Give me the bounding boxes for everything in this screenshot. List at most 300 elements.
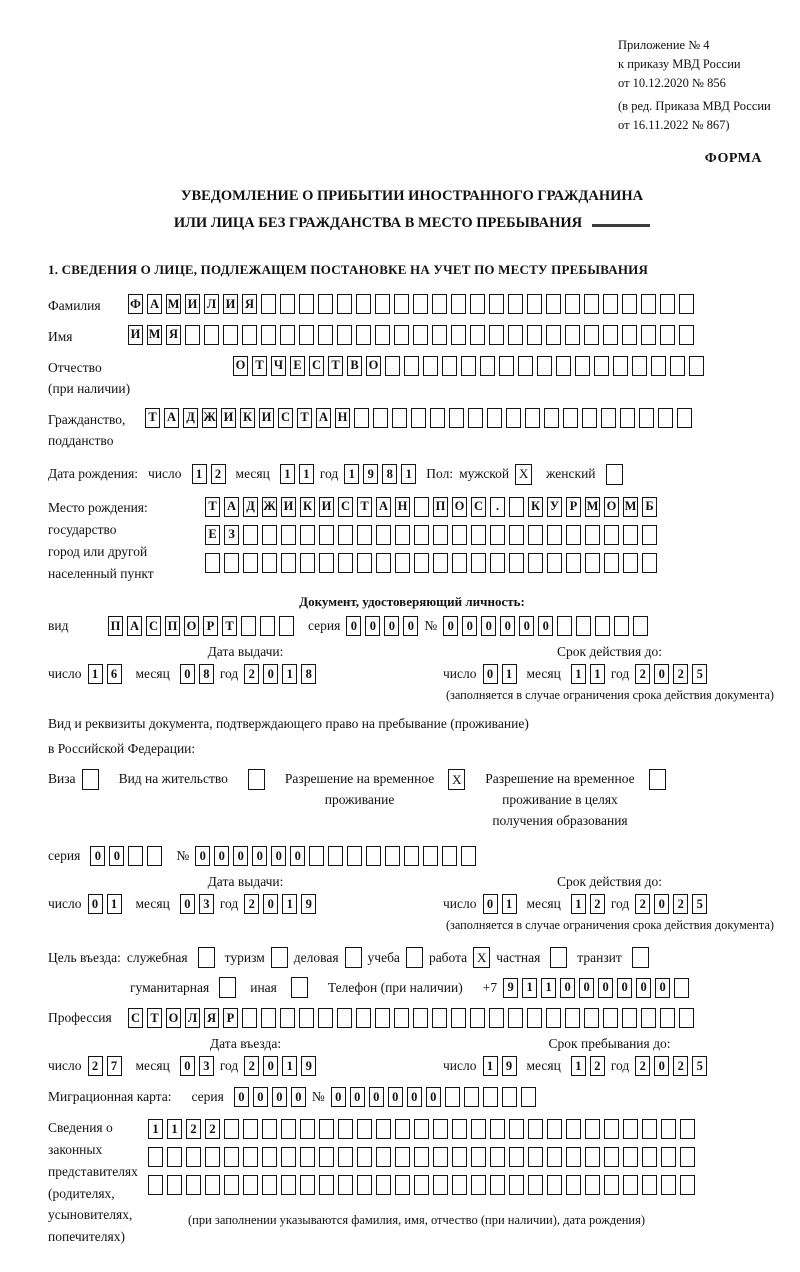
char-cell[interactable]: И [221, 408, 236, 428]
char-cell[interactable] [528, 1147, 543, 1167]
char-cell[interactable]: 0 [538, 616, 553, 636]
char-cell[interactable]: С [309, 356, 324, 376]
char-cell[interactable] [300, 1119, 315, 1139]
char-cell[interactable]: 6 [107, 664, 122, 684]
char-cell[interactable] [604, 525, 619, 545]
char-cell[interactable] [394, 294, 409, 314]
char-cell[interactable]: П [108, 616, 123, 636]
char-cell[interactable] [413, 1008, 428, 1028]
char-cell[interactable] [318, 1008, 333, 1028]
char-cell[interactable] [604, 553, 619, 573]
char-cell[interactable] [452, 1147, 467, 1167]
char-cell[interactable]: И [185, 294, 200, 314]
char-cell[interactable] [506, 408, 521, 428]
char-cell[interactable] [566, 525, 581, 545]
char-cell[interactable]: Т [147, 1008, 162, 1028]
char-cell[interactable] [423, 356, 438, 376]
char-cell[interactable] [243, 553, 258, 573]
temp-residence-checkbox[interactable]: X [448, 769, 465, 790]
doc-valid-month-input[interactable] [571, 664, 605, 684]
char-cell[interactable]: С [278, 408, 293, 428]
birthplace-row3-input[interactable] [205, 553, 657, 573]
char-cell[interactable]: А [147, 294, 162, 314]
char-cell[interactable]: 1 [571, 1056, 586, 1076]
char-cell[interactable] [525, 408, 540, 428]
char-cell[interactable]: О [184, 616, 199, 636]
char-cell[interactable] [546, 1008, 561, 1028]
char-cell[interactable] [603, 325, 618, 345]
char-cell[interactable] [414, 1119, 429, 1139]
char-cell[interactable] [613, 356, 628, 376]
char-cell[interactable] [375, 325, 390, 345]
char-cell[interactable] [677, 408, 692, 428]
char-cell[interactable]: Е [290, 356, 305, 376]
char-cell[interactable]: К [240, 408, 255, 428]
char-cell[interactable] [471, 1175, 486, 1195]
permit-valid-month-input[interactable] [571, 894, 605, 914]
char-cell[interactable] [442, 356, 457, 376]
char-cell[interactable]: 8 [382, 464, 397, 484]
char-cell[interactable] [585, 525, 600, 545]
char-cell[interactable] [300, 553, 315, 573]
char-cell[interactable] [242, 325, 257, 345]
char-cell[interactable] [622, 1008, 637, 1028]
char-cell[interactable] [299, 294, 314, 314]
char-cell[interactable] [461, 846, 476, 866]
char-cell[interactable]: 0 [263, 894, 278, 914]
char-cell[interactable] [376, 1147, 391, 1167]
char-cell[interactable] [357, 1119, 372, 1139]
char-cell[interactable] [357, 525, 372, 545]
char-cell[interactable] [528, 1175, 543, 1195]
char-cell[interactable] [499, 356, 514, 376]
char-cell[interactable] [319, 1175, 334, 1195]
char-cell[interactable] [633, 616, 648, 636]
char-cell[interactable]: 2 [244, 894, 259, 914]
char-cell[interactable] [565, 1008, 580, 1028]
char-cell[interactable] [547, 1119, 562, 1139]
char-cell[interactable] [299, 325, 314, 345]
char-cell[interactable] [452, 1119, 467, 1139]
char-cell[interactable]: 0 [617, 978, 632, 998]
char-cell[interactable] [414, 553, 429, 573]
char-cell[interactable] [205, 553, 220, 573]
char-cell[interactable]: 0 [272, 1087, 287, 1107]
permit-issue-day-input[interactable] [88, 894, 122, 914]
char-cell[interactable]: 2 [635, 664, 650, 684]
representatives-row1-input[interactable] [148, 1119, 695, 1139]
char-cell[interactable]: 1 [107, 894, 122, 914]
char-cell[interactable] [452, 525, 467, 545]
char-cell[interactable]: Т [357, 497, 372, 517]
char-cell[interactable]: 2 [635, 1056, 650, 1076]
char-cell[interactable] [464, 1087, 479, 1107]
char-cell[interactable]: Р [566, 497, 581, 517]
char-cell[interactable]: 0 [234, 1087, 249, 1107]
char-cell[interactable]: 9 [503, 978, 518, 998]
char-cell[interactable] [186, 1147, 201, 1167]
char-cell[interactable] [224, 1175, 239, 1195]
char-cell[interactable] [623, 525, 638, 545]
char-cell[interactable]: О [366, 356, 381, 376]
char-cell[interactable]: Д [183, 408, 198, 428]
patronymic-input[interactable] [233, 356, 704, 376]
char-cell[interactable] [679, 1008, 694, 1028]
doc-issue-month-input[interactable] [180, 664, 214, 684]
char-cell[interactable]: С [146, 616, 161, 636]
char-cell[interactable] [128, 846, 143, 866]
char-cell[interactable]: 0 [214, 846, 229, 866]
char-cell[interactable]: 1 [148, 1119, 163, 1139]
birth-day-input[interactable] [192, 464, 226, 484]
char-cell[interactable]: 0 [654, 664, 669, 684]
citizenship-input[interactable] [145, 408, 692, 428]
char-cell[interactable] [594, 356, 609, 376]
char-cell[interactable]: П [165, 616, 180, 636]
purpose-work-checkbox[interactable]: X [473, 947, 490, 968]
firstname-input[interactable] [128, 325, 694, 345]
char-cell[interactable]: 0 [483, 664, 498, 684]
char-cell[interactable]: 1 [541, 978, 556, 998]
char-cell[interactable]: Ж [262, 497, 277, 517]
char-cell[interactable] [433, 1175, 448, 1195]
char-cell[interactable] [242, 1008, 257, 1028]
char-cell[interactable] [508, 294, 523, 314]
char-cell[interactable] [167, 1147, 182, 1167]
char-cell[interactable] [585, 1175, 600, 1195]
permit-seriya-input[interactable] [90, 846, 162, 866]
char-cell[interactable] [642, 1147, 657, 1167]
char-cell[interactable] [260, 616, 275, 636]
char-cell[interactable]: 7 [107, 1056, 122, 1076]
char-cell[interactable] [423, 846, 438, 866]
char-cell[interactable]: З [224, 525, 239, 545]
char-cell[interactable] [224, 1147, 239, 1167]
char-cell[interactable] [338, 1119, 353, 1139]
char-cell[interactable] [300, 1175, 315, 1195]
char-cell[interactable] [433, 1119, 448, 1139]
char-cell[interactable] [639, 408, 654, 428]
char-cell[interactable]: Ч [271, 356, 286, 376]
char-cell[interactable] [470, 1008, 485, 1028]
char-cell[interactable] [205, 1147, 220, 1167]
char-cell[interactable]: 1 [282, 664, 297, 684]
char-cell[interactable] [167, 1175, 182, 1195]
char-cell[interactable]: 0 [483, 894, 498, 914]
char-cell[interactable] [547, 525, 562, 545]
char-cell[interactable] [376, 1119, 391, 1139]
char-cell[interactable]: 0 [291, 1087, 306, 1107]
char-cell[interactable]: 5 [692, 664, 707, 684]
char-cell[interactable] [470, 294, 485, 314]
char-cell[interactable]: Н [335, 408, 350, 428]
char-cell[interactable] [309, 846, 324, 866]
char-cell[interactable] [490, 1175, 505, 1195]
char-cell[interactable] [414, 525, 429, 545]
char-cell[interactable]: Т [222, 616, 237, 636]
char-cell[interactable]: 0 [384, 616, 399, 636]
char-cell[interactable]: М [623, 497, 638, 517]
char-cell[interactable]: 1 [401, 464, 416, 484]
char-cell[interactable]: 0 [426, 1087, 441, 1107]
char-cell[interactable] [461, 356, 476, 376]
char-cell[interactable] [452, 1175, 467, 1195]
char-cell[interactable] [338, 1147, 353, 1167]
char-cell[interactable]: 1 [344, 464, 359, 484]
char-cell[interactable]: 0 [654, 894, 669, 914]
permit-number-input[interactable] [195, 846, 476, 866]
profession-input[interactable] [128, 1008, 694, 1028]
char-cell[interactable] [451, 325, 466, 345]
char-cell[interactable] [623, 1119, 638, 1139]
char-cell[interactable]: 3 [199, 894, 214, 914]
char-cell[interactable] [509, 525, 524, 545]
char-cell[interactable] [148, 1175, 163, 1195]
char-cell[interactable] [490, 1119, 505, 1139]
char-cell[interactable] [395, 525, 410, 545]
char-cell[interactable] [471, 1147, 486, 1167]
char-cell[interactable] [281, 553, 296, 573]
temp-residence-education-checkbox[interactable] [649, 769, 666, 790]
char-cell[interactable]: 1 [483, 1056, 498, 1076]
stay-month-input[interactable] [571, 1056, 605, 1076]
char-cell[interactable]: 2 [205, 1119, 220, 1139]
char-cell[interactable]: 8 [199, 664, 214, 684]
char-cell[interactable] [261, 325, 276, 345]
char-cell[interactable]: 1 [282, 894, 297, 914]
char-cell[interactable] [468, 408, 483, 428]
purpose-transit-checkbox[interactable] [632, 947, 649, 968]
char-cell[interactable] [483, 1087, 498, 1107]
char-cell[interactable] [433, 525, 448, 545]
char-cell[interactable]: 0 [500, 616, 515, 636]
char-cell[interactable] [603, 294, 618, 314]
char-cell[interactable] [489, 1008, 504, 1028]
char-cell[interactable] [575, 356, 590, 376]
char-cell[interactable]: 2 [244, 664, 259, 684]
char-cell[interactable]: 2 [673, 1056, 688, 1076]
char-cell[interactable] [376, 1175, 391, 1195]
char-cell[interactable] [452, 553, 467, 573]
char-cell[interactable]: М [585, 497, 600, 517]
char-cell[interactable] [445, 1087, 460, 1107]
char-cell[interactable] [490, 553, 505, 573]
char-cell[interactable] [357, 553, 372, 573]
char-cell[interactable]: 2 [186, 1119, 201, 1139]
char-cell[interactable] [595, 616, 610, 636]
char-cell[interactable]: 0 [253, 1087, 268, 1107]
char-cell[interactable]: 0 [654, 1056, 669, 1076]
char-cell[interactable]: 1 [571, 894, 586, 914]
char-cell[interactable] [262, 1119, 277, 1139]
char-cell[interactable]: 0 [579, 978, 594, 998]
char-cell[interactable] [357, 1147, 372, 1167]
char-cell[interactable] [451, 294, 466, 314]
char-cell[interactable] [375, 294, 390, 314]
char-cell[interactable]: М [166, 294, 181, 314]
char-cell[interactable]: О [233, 356, 248, 376]
char-cell[interactable] [601, 408, 616, 428]
char-cell[interactable]: 2 [673, 664, 688, 684]
char-cell[interactable]: 1 [502, 894, 517, 914]
doc-issue-year-input[interactable] [244, 664, 316, 684]
char-cell[interactable]: И [259, 408, 274, 428]
stay-year-input[interactable] [635, 1056, 707, 1076]
char-cell[interactable]: К [528, 497, 543, 517]
doc-kind-input[interactable] [108, 616, 294, 636]
char-cell[interactable] [490, 1147, 505, 1167]
permit-valid-year-input[interactable] [635, 894, 707, 914]
char-cell[interactable] [480, 356, 495, 376]
char-cell[interactable]: 0 [407, 1087, 422, 1107]
char-cell[interactable] [432, 294, 447, 314]
char-cell[interactable]: 1 [590, 664, 605, 684]
char-cell[interactable]: Д [243, 497, 258, 517]
char-cell[interactable] [557, 616, 572, 636]
char-cell[interactable] [338, 525, 353, 545]
char-cell[interactable]: Т [145, 408, 160, 428]
char-cell[interactable] [632, 356, 647, 376]
char-cell[interactable]: 2 [673, 894, 688, 914]
representatives-row2-input[interactable] [148, 1147, 695, 1167]
char-cell[interactable] [622, 294, 637, 314]
char-cell[interactable] [641, 294, 656, 314]
char-cell[interactable]: 0 [290, 846, 305, 866]
char-cell[interactable] [547, 1147, 562, 1167]
char-cell[interactable]: П [433, 497, 448, 517]
char-cell[interactable] [576, 616, 591, 636]
migration-number-input[interactable] [331, 1087, 536, 1107]
char-cell[interactable] [205, 1175, 220, 1195]
char-cell[interactable] [623, 553, 638, 573]
char-cell[interactable] [508, 1008, 523, 1028]
char-cell[interactable] [584, 325, 599, 345]
char-cell[interactable] [338, 1175, 353, 1195]
birthplace-row1-input[interactable] [205, 497, 657, 517]
char-cell[interactable] [300, 1147, 315, 1167]
char-cell[interactable]: 0 [655, 978, 670, 998]
char-cell[interactable] [679, 325, 694, 345]
migration-seriya-input[interactable] [234, 1087, 306, 1107]
char-cell[interactable]: А [164, 408, 179, 428]
char-cell[interactable] [224, 1119, 239, 1139]
char-cell[interactable]: Р [203, 616, 218, 636]
char-cell[interactable] [328, 846, 343, 866]
char-cell[interactable]: 5 [692, 1056, 707, 1076]
permit-issue-month-input[interactable] [180, 894, 214, 914]
char-cell[interactable]: 0 [252, 846, 267, 866]
char-cell[interactable]: 0 [598, 978, 613, 998]
char-cell[interactable]: М [147, 325, 162, 345]
sex-female-checkbox[interactable] [606, 464, 623, 485]
char-cell[interactable]: 2 [590, 1056, 605, 1076]
char-cell[interactable] [318, 294, 333, 314]
char-cell[interactable] [566, 1175, 581, 1195]
char-cell[interactable] [563, 408, 578, 428]
char-cell[interactable] [300, 525, 315, 545]
char-cell[interactable] [395, 1119, 410, 1139]
char-cell[interactable]: 0 [90, 846, 105, 866]
char-cell[interactable] [394, 325, 409, 345]
char-cell[interactable] [528, 525, 543, 545]
char-cell[interactable] [620, 408, 635, 428]
char-cell[interactable]: И [223, 294, 238, 314]
char-cell[interactable]: 0 [403, 616, 418, 636]
char-cell[interactable] [641, 1008, 656, 1028]
char-cell[interactable] [148, 1147, 163, 1167]
char-cell[interactable]: 0 [443, 616, 458, 636]
char-cell[interactable] [537, 356, 552, 376]
char-cell[interactable]: 0 [369, 1087, 384, 1107]
char-cell[interactable] [373, 408, 388, 428]
char-cell[interactable]: 9 [301, 1056, 316, 1076]
char-cell[interactable]: 1 [88, 664, 103, 684]
char-cell[interactable]: 0 [180, 1056, 195, 1076]
birth-year-input[interactable] [344, 464, 416, 484]
char-cell[interactable] [680, 1119, 695, 1139]
char-cell[interactable] [471, 553, 486, 573]
char-cell[interactable] [433, 1147, 448, 1167]
char-cell[interactable] [281, 1147, 296, 1167]
char-cell[interactable] [471, 525, 486, 545]
char-cell[interactable]: 9 [502, 1056, 517, 1076]
char-cell[interactable]: 0 [636, 978, 651, 998]
char-cell[interactable]: Ф [128, 294, 143, 314]
char-cell[interactable]: Л [204, 294, 219, 314]
permit-issue-year-input[interactable] [244, 894, 316, 914]
char-cell[interactable] [642, 553, 657, 573]
char-cell[interactable] [442, 846, 457, 866]
char-cell[interactable] [280, 325, 295, 345]
char-cell[interactable] [262, 1175, 277, 1195]
char-cell[interactable]: Б [642, 497, 657, 517]
char-cell[interactable] [584, 294, 599, 314]
char-cell[interactable] [413, 325, 428, 345]
entry-year-input[interactable] [244, 1056, 316, 1076]
char-cell[interactable] [319, 1147, 334, 1167]
char-cell[interactable] [521, 1087, 536, 1107]
char-cell[interactable] [651, 356, 666, 376]
char-cell[interactable]: С [471, 497, 486, 517]
char-cell[interactable] [614, 616, 629, 636]
purpose-official-checkbox[interactable] [198, 947, 215, 968]
char-cell[interactable] [661, 1119, 676, 1139]
char-cell[interactable] [261, 1008, 276, 1028]
visa-checkbox[interactable] [82, 769, 99, 790]
char-cell[interactable] [470, 325, 485, 345]
char-cell[interactable] [262, 525, 277, 545]
char-cell[interactable] [357, 1175, 372, 1195]
char-cell[interactable] [299, 1008, 314, 1028]
char-cell[interactable] [243, 1147, 258, 1167]
residence-permit-checkbox[interactable] [248, 769, 265, 790]
char-cell[interactable]: 1 [522, 978, 537, 998]
char-cell[interactable] [566, 1119, 581, 1139]
char-cell[interactable] [518, 356, 533, 376]
birthplace-row2-input[interactable] [205, 525, 657, 545]
char-cell[interactable] [280, 294, 295, 314]
char-cell[interactable] [281, 1119, 296, 1139]
char-cell[interactable] [395, 553, 410, 573]
char-cell[interactable] [641, 325, 656, 345]
char-cell[interactable] [376, 525, 391, 545]
char-cell[interactable] [660, 1008, 675, 1028]
char-cell[interactable] [356, 1008, 371, 1028]
char-cell[interactable] [527, 325, 542, 345]
char-cell[interactable]: 9 [363, 464, 378, 484]
char-cell[interactable] [432, 325, 447, 345]
char-cell[interactable] [623, 1175, 638, 1195]
